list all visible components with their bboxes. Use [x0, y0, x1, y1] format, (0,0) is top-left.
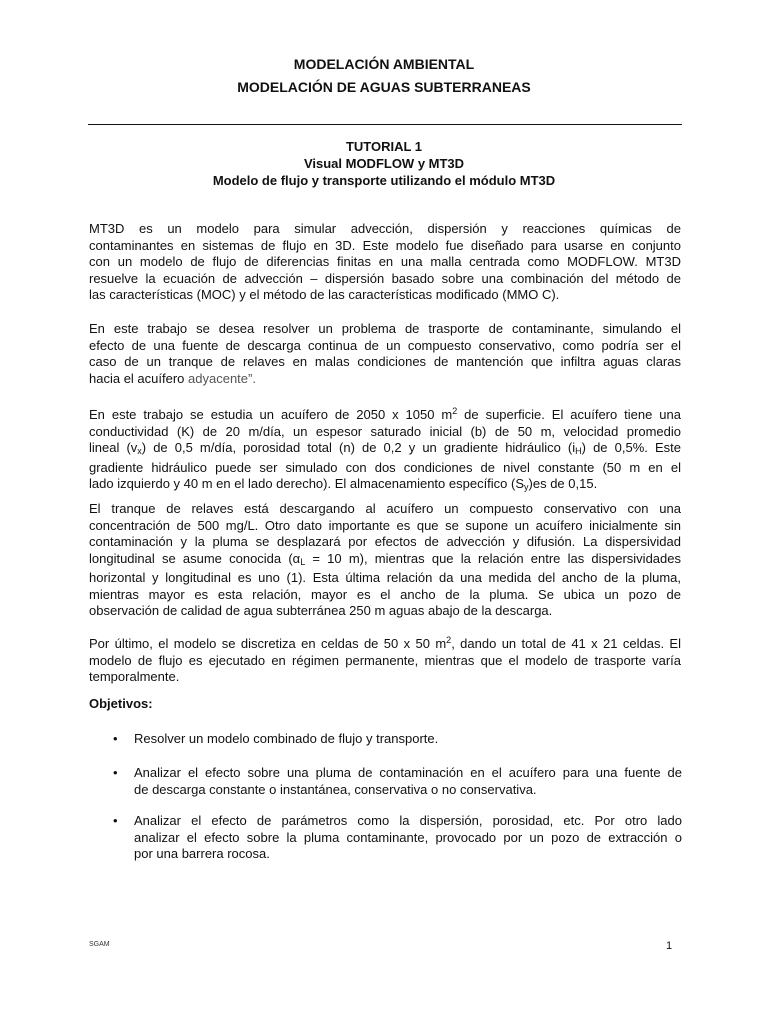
paragraph-discretization — [89, 632, 681, 686]
header-divider — [88, 124, 682, 125]
text-line: efecto de una fuente de descarga continua de un compuesto conservativo, como podría ser el — [89, 337, 681, 353]
text-fragment: En este trabajo se estudia un acuífero de 2050 x 1050 m — [89, 407, 453, 422]
subscript: y — [524, 482, 529, 492]
subscript: L — [300, 556, 306, 567]
text-fragment: de superficie. El acuífero tiene una — [457, 407, 681, 422]
paragraph-aquifer — [89, 403, 681, 496]
list-item — [134, 765, 682, 798]
text-line: de descarga constante o instantánea, conservativa o no conservativa. — [134, 781, 537, 797]
text-line: observación de calidad de agua subterránea 250 m aguas abajo de la descarga. — [89, 603, 553, 618]
text-fragment: lineal (v — [89, 440, 138, 455]
paragraph-problem — [89, 321, 681, 387]
text-line: Resolver un modelo combinado de flujo y transporte. — [134, 731, 439, 746]
text-fragment: ) de 0,5 m/día, porosidad total (n) de 0,2 y un gradiente hidráulico (i — [141, 440, 576, 455]
page-number: 1 — [666, 940, 673, 952]
text-line: contaminación y la pluma se desplazará por efectos de advección y difusión. La dispersividad — [89, 534, 681, 549]
text-fragment: adyacente”. — [188, 370, 256, 386]
text-line: concentración de 500 mg/L. Otro dato importante es que se supone un acuífero inicialmente sin — [89, 517, 681, 533]
list-item — [134, 731, 682, 748]
text-line: analizar el efecto sobre la pluma contaminante, provocado por un pozo de extracción o — [134, 829, 682, 845]
tutorial-number: TUTORIAL 1 — [345, 139, 423, 154]
text-line: conductividad (K) de 20 m/día, un espesor saturado inicial (b) de 50 m, velocidad promedio — [89, 423, 681, 439]
text-line: caso de un tranque de relaves en malas condiciones de mantención que infiltra aguas claras — [89, 354, 681, 369]
text-line — [89, 632, 681, 653]
text-fragment: , dando un total de 41 x 21 celdas. El — [451, 636, 681, 651]
tutorial-description: Modelo de flujo y transporte utilizando el módulo MT3D — [212, 173, 556, 188]
bullet-icon: • — [113, 813, 118, 828]
tutorial-subtitle: Visual MODFLOW y MT3D — [303, 156, 465, 171]
text-line: temporalmente. — [89, 669, 180, 684]
text-fragment: lado izquierdo y 40 m en el lado derecho). El almacenamiento específico (S — [89, 476, 525, 491]
text-line: las características (MOC) y el método de las características modificado (MMO C). — [89, 287, 560, 302]
objectives-heading: Objetivos: — [89, 696, 153, 711]
text-line: En este trabajo se desea resolver un problema de trasporte de contaminante, simulando el — [89, 321, 681, 336]
text-line — [89, 403, 681, 424]
text-line: Analizar el efecto sobre una pluma de contaminación en el acuífero para una fuente de — [134, 765, 682, 780]
paragraph-intro — [89, 221, 681, 304]
text-line: gradiente hidráulico puede ser simulado con dos condiciones de nivel constante (50 m en el — [89, 459, 681, 475]
text-line: mientras mayor es esta relación, mayor es el ancho de la pluma. Se ubica un pozo de — [89, 586, 681, 602]
text-fragment: ) de 0,5%. Este — [581, 440, 681, 455]
text-fragment: Por último, el modelo se discretiza en celdas de 50 x 50 m — [89, 636, 447, 651]
bullet-icon: • — [113, 731, 118, 746]
text-line: resuelve la ecuación de advección – dispersión basado sobre una combinación del método de — [89, 270, 681, 286]
text-line — [89, 551, 681, 571]
subscript: x — [137, 446, 142, 456]
header-line-2: MODELACIÓN DE AGUAS SUBTERRANEAS — [237, 79, 531, 95]
text-line: El tranque de relaves está descargando al acuífero un compuesto conservativo con una — [89, 501, 681, 516]
text-fragment: )es de 0,15. — [528, 476, 598, 491]
text-line: contaminantes en sistemas de flujo en 3D. Este modelo fue diseñado para usarse en conjunto — [89, 237, 681, 253]
text-fragment: longitudinal se asume conocida (α — [89, 550, 301, 566]
text-line — [89, 371, 681, 388]
superscript: 2 — [452, 406, 458, 416]
superscript: 2 — [446, 635, 452, 645]
list-item — [134, 813, 682, 863]
text-fragment: = 10 m), mientras que la relación entre las dispersividades — [305, 550, 681, 566]
text-line: horizontal y longitudinal es uno (1). Esta última relación da una medida del ancho de la pluma, — [89, 570, 681, 585]
bullet-icon: • — [113, 765, 118, 780]
text-line — [89, 476, 681, 496]
text-line: MT3D es un modelo para simular advección, dispersión y reacciones químicas de — [89, 221, 681, 236]
text-line: con un modelo de flujo de diferencias finitas en una malla centrada como MODFLOW. MT3D — [89, 254, 681, 269]
text-line — [89, 440, 681, 460]
header-line-1: MODELACIÓN AMBIENTAL — [293, 56, 475, 72]
text-line: modelo de flujo es ejecutado en régimen permanente, mientras que el modelo de trasporte varía — [89, 652, 681, 668]
text-fragment: hacia el acuífero — [89, 370, 185, 386]
text-line: Analizar el efecto de parámetros como la dispersión, porosidad, etc. Por otro lado — [134, 813, 682, 828]
text-line: por una barrera rocosa. — [134, 846, 270, 861]
subscript: H — [575, 446, 582, 456]
footer-label: SGAM — [89, 941, 110, 948]
paragraph-tailings — [89, 501, 681, 620]
